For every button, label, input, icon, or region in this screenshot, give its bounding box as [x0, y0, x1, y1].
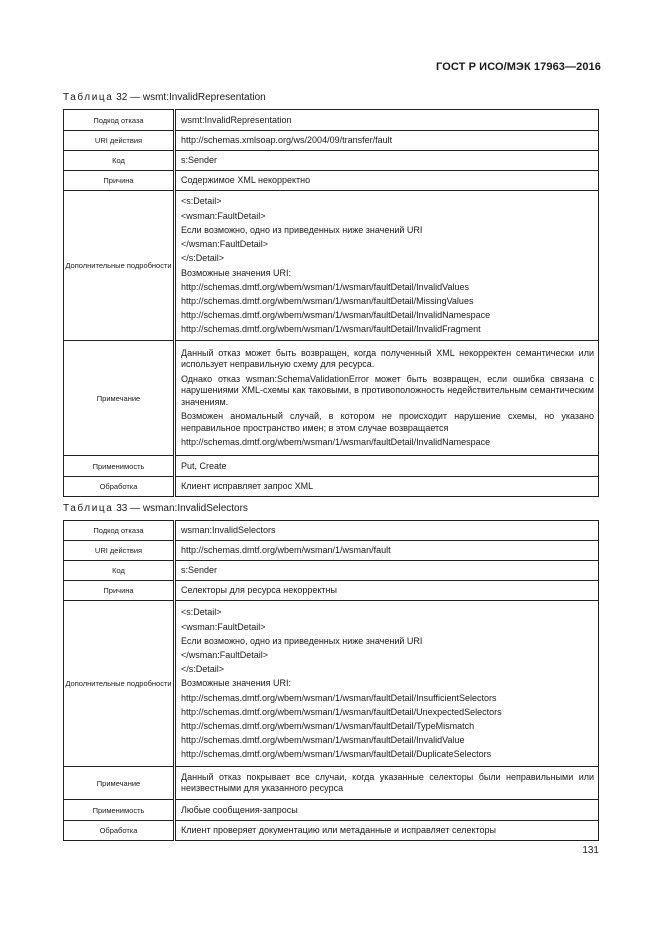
table-row	[64, 171, 599, 191]
row-value	[175, 191, 599, 341]
table-32-caption	[63, 92, 266, 103]
row-label: URI действия	[64, 541, 175, 561]
value-line: http://schemas.dmtf.org/wbem/wsman/1/wsman/fault	[181, 545, 391, 556]
table-row	[64, 456, 599, 477]
row-label: Причина	[64, 171, 175, 191]
value-line: Если возможно, одно из приведенных ниже значений URI	[181, 635, 423, 646]
value-line: s:Sender	[181, 565, 218, 576]
value-line: wsmt:InvalidRepresentation	[181, 114, 292, 125]
value-line: Возможные значения URI:	[181, 678, 292, 689]
value-line: </wsman:FaultDetail>	[181, 239, 269, 250]
table-row	[64, 110, 599, 131]
table-row	[64, 800, 599, 821]
row-value	[175, 131, 599, 151]
table-row	[64, 131, 599, 151]
row-label: Примечание	[64, 767, 175, 800]
row-value	[175, 767, 599, 800]
caption-word: Таблица	[63, 92, 114, 103]
value-line: Содержимое XML некорректно	[181, 175, 311, 186]
page-number: 131	[582, 845, 599, 856]
row-label: Код	[64, 151, 175, 171]
caption-word: Таблица	[63, 503, 114, 514]
value-line: http://schemas.dmtf.org/wbem/wsman/1/wsman/faultDetail/MissingValues	[181, 295, 474, 306]
row-value	[175, 151, 599, 171]
caption-text: 33 — wsman:InvalidSelectors	[116, 503, 248, 514]
row-label: Обработка	[64, 477, 175, 497]
row-label: URI действия	[64, 131, 175, 151]
value-line: http://schemas.dmtf.org/wbem/wsman/1/wsman/faultDetail/InvalidFragment	[181, 324, 481, 335]
value-line: wsman:InvalidSelectors	[181, 525, 276, 536]
table-32	[63, 109, 599, 497]
table-row	[64, 191, 599, 341]
value-line: http://schemas.dmtf.org/wbem/wsman/1/wsman/faultDetail/InsufficientSelectors	[181, 692, 497, 703]
value-line: http://schemas.xmlsoap.org/ws/2004/09/transfer/fault	[181, 135, 393, 146]
row-label: Примечание	[64, 341, 175, 456]
value-line: <wsman:FaultDetail>	[181, 621, 266, 632]
value-line: Данный отказ может быть возвращен, когда полученный XML некорректен семантически или использует неправильную схему для ресурса.	[181, 347, 594, 369]
value-line: </wsman:FaultDetail>	[181, 649, 269, 660]
row-value	[175, 477, 599, 497]
row-value	[175, 541, 599, 561]
row-value	[175, 171, 599, 191]
value-line: <s:Detail>	[181, 196, 222, 207]
row-value	[175, 800, 599, 821]
value-line: Put, Create	[181, 460, 227, 471]
value-line: <wsman:FaultDetail>	[181, 210, 266, 221]
table-row	[64, 341, 599, 456]
value-line: <s:Detail>	[181, 607, 222, 618]
value-line: http://schemas.dmtf.org/wbem/wsman/1/wsman/faultDetail/TypeMismatch	[181, 721, 475, 731]
value-line: </s:Detail>	[181, 664, 225, 675]
value-line: Возможные значения URI:	[181, 267, 292, 278]
row-value	[175, 601, 599, 767]
table-row	[64, 821, 599, 841]
value-line: Клиент исправляет запрос XML	[181, 481, 314, 492]
table-33	[63, 520, 599, 841]
value-line: http://schemas.dmtf.org/wbem/wsman/1/wsman/faultDetail/DuplicateSelectors	[181, 749, 492, 760]
row-value	[175, 110, 599, 131]
value-line: Данный отказ покрывает все случаи, когда указанные селекторы были неправильными или неизвестными для указанного ресурса	[181, 771, 594, 793]
table-33-caption	[63, 503, 248, 514]
value-line: Селекторы для ресурса некорректны	[181, 585, 337, 596]
table-row	[64, 601, 599, 767]
row-value	[175, 521, 599, 541]
row-value	[175, 821, 599, 841]
row-value	[175, 561, 599, 581]
table-row	[64, 151, 599, 171]
row-label: Подкод отказа	[64, 110, 175, 131]
row-label: Дополнительные подробности	[64, 191, 175, 341]
table-row	[64, 561, 599, 581]
row-label: Подкод отказа	[64, 521, 175, 541]
value-line: Однако отказ wsman:SchemaValidationError может быть возвращен, если ошибка связана с нарушениями XML-схемы как таковыми, в противоположность недействительным семантическим значениям.	[181, 373, 594, 407]
table-row	[64, 767, 599, 800]
row-label: Применимость	[64, 800, 175, 821]
row-label: Дополнительные подробности	[64, 601, 175, 767]
value-line: Если возможно, одно из приведенных ниже значений URI	[181, 224, 423, 235]
row-value	[175, 581, 599, 601]
document-id: ГОСТ Р ИСО/МЭК 17963—2016	[436, 61, 601, 73]
row-value	[175, 341, 599, 456]
caption-text: 32 — wsmt:InvalidRepresentation	[116, 92, 266, 103]
value-line: </s:Detail>	[181, 253, 225, 264]
row-value	[175, 456, 599, 477]
table-row	[64, 521, 599, 541]
value-line: http://schemas.dmtf.org/wbem/wsman/1/wsman/faultDetail/InvalidNamespace	[181, 437, 491, 447]
table-row	[64, 477, 599, 497]
row-label: Обработка	[64, 821, 175, 841]
table-row	[64, 581, 599, 601]
value-line: s:Sender	[181, 155, 218, 166]
value-line: Любые сообщения-запросы	[181, 804, 298, 815]
value-line: Клиент проверяет документацию или метаданные и исправляет селекторы	[181, 825, 496, 836]
row-label: Применимость	[64, 456, 175, 477]
value-line: http://schemas.dmtf.org/wbem/wsman/1/wsman/faultDetail/InvalidValues	[181, 281, 469, 292]
table-row	[64, 541, 599, 561]
value-line: http://schemas.dmtf.org/wbem/wsman/1/wsman/faultDetail/UnexpectedSelectors	[181, 706, 502, 717]
value-line: http://schemas.dmtf.org/wbem/wsman/1/wsman/faultDetail/InvalidNamespace	[181, 310, 491, 321]
value-line: http://schemas.dmtf.org/wbem/wsman/1/wsman/faultDetail/InvalidValue	[181, 735, 465, 746]
value-line: Возможен аномальный случай, в котором не происходит нарушение схемы, но указано неправильное пространство имен; в этом случае возвращается	[181, 411, 594, 433]
row-label: Код	[64, 561, 175, 581]
row-label: Причина	[64, 581, 175, 601]
